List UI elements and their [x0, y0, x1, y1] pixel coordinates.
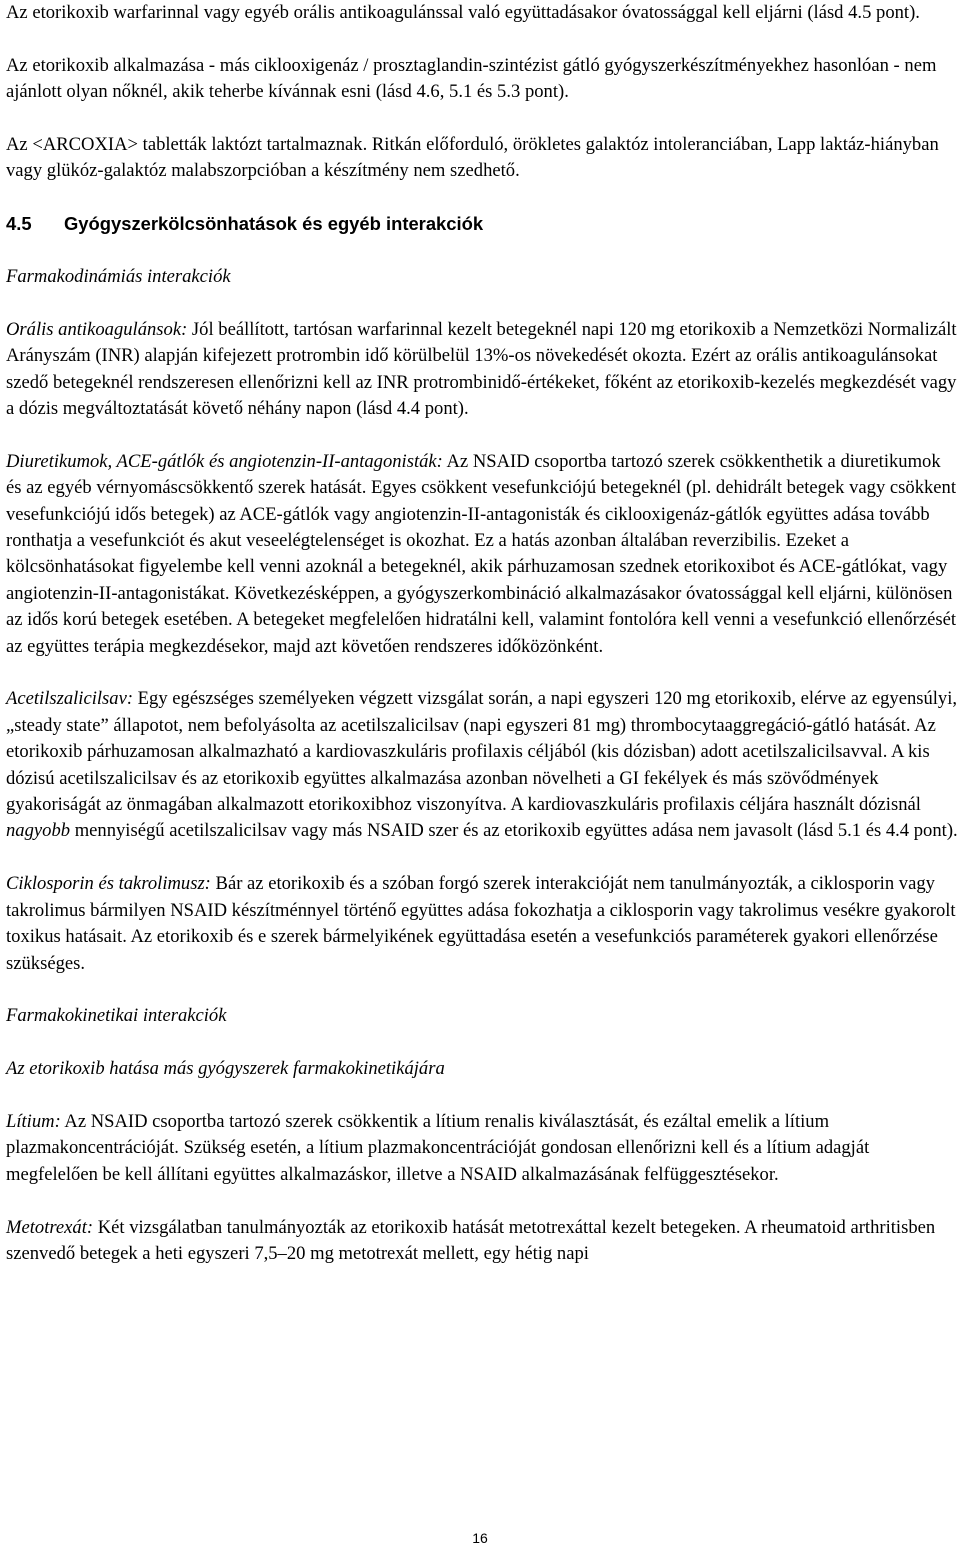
text-aspirin-after: mennyiségű acetilszalicilsav vagy más NSAID szer és az etorikoxib együttes adása nem javasolt (lásd 5.1 és 4.4 pont).: [70, 820, 958, 842]
text-methotrexate: Két vizsgálatban tanulmányozták az etorikoxib hatását metotrexáttal kezelt betegeken. A rheumatoid arthritisben szenvedő betegek a heti egyszeri 7,5–20 mg metotrexát mellett, egy hétig napi: [6, 1216, 936, 1264]
paragraph-lithium: [6, 1109, 958, 1188]
label-diuretics: Diuretikumok, ACE-gátlók és angiotenzin-II-antagonisták:: [6, 450, 443, 472]
text-lithium: Az NSAID csoportba tartozó szerek csökkentik a lítium renalis kiválasztását, és ezáltal emelik a lítium plazmakoncentrációját. Szükség esetén, a lítium plazmakoncentrációját gondosan ellenőrizni kell és a lítium adagját megfelelően be kell állítani együttes alkalmazáskor, illetve a NSAID alkalmazásának felfüggesztésekor.: [6, 1110, 870, 1185]
text-aspirin-before: Egy egészséges személyeken végzett vizsgálat során, a napi egyszeri 120 mg etorikoxib, elérve az egyensúlyi, „steady state” állapotot, nem befolyásolta az acetilszalicilsav (napi egyszeri 81 mg) thrombocytaaggregáció-gátló hatását. Az etorikoxib párhuzamosan alkalmazható a kardiovaszkuláris profilaxis céljából (kis dózisban) adott acetilszalicilsavval. A kis dózisú acetilszalicilsav és az etorikoxib együttes alkalmazása azonban növelheti a GI fekélyek és más szövődmények gyakoriságát az önmagában alkalmazott etorikoxibhoz viszonyítva. A kardiovaszkuláris profilaxis céljára használt dózisnál: [6, 688, 958, 816]
section-title: Gyógyszerkölcsönhatások és egyéb interakciók: [64, 213, 484, 235]
paragraph-methotrexate: [6, 1215, 958, 1268]
label-methotrexate: Metotrexát:: [6, 1216, 94, 1238]
paragraph-lactose-warning: Az <ARCOXIA> tabletták laktózt tartalmaznak. Ritkán előforduló, örökletes galaktóz intoleranciában, Lapp laktáz-hiányban vagy glükóz-galaktóz malabszorpcióban a készítmény nem szedhető.: [6, 134, 939, 182]
paragraph-cyclosporin: [6, 871, 958, 977]
paragraph-aspirin: [6, 686, 958, 844]
subheading-effect-on-others: Az etorikoxib hatása más gyógyszerek farmakokinetikájára: [6, 1058, 445, 1080]
text-oral-anticoagulants: Jól beállított, tartósan warfarinnal kezelt betegeknél napi 120 mg etorikoxib a Nemzetközi Normalizált Arányszám (INR) alapján kifejezett protrombin idő körülbelül 13%-os növekedését okozta. Ezért az orális antikoagulánsokat szedő betegeknél rendszeresen ellenőrizni kell az INR protrombinidő-értékeket, főként az etorikoxib-kezelés megkezdését vagy a dózis megváltoztatását követő néhány napon (lásd 4.4 pont).: [6, 318, 957, 420]
label-cyclosporin: Ciklosporin és takrolimusz:: [6, 873, 211, 895]
text-diuretics: Az NSAID csoportba tartozó szerek csökkenthetik a diuretikumok és az egyéb vérnyomáscsökkentő szerek hatását. Egyes csökkent vesefunkciójú betegeknél (pl. dehidrált betegek vagy csökkent vesefunkciójú idős betegek) az ACE-gátlók vagy angiotenzin-II-antagonisták és ciklooxigenáz-gátlók együttes adása tovább ronthatja a vesefunkciót és akut veseelégtelenséget is okozhat. Ez a hatás azonban általában reverzibilis. Ezeket a kölcsönhatásokat figyelembe kell venni azoknál a betegeknél, akik párhuzamosan szednek etorikoxibot és ACE-gátlókat, vagy angiotenzin-II-antagonistákat. Következésképpen, a gyógyszerkombináció alkalmazásakor óvatossággal kell eljárni, különösen az idős korú betegek esetében. A betegeket megfelelően hidratálni kell, valamint fontolóra kell venni a vesefunkció ellenőrzését az együttes terápia megkezdésekor, majd azt követően rendszeres időközönként.: [6, 450, 957, 657]
section-heading: [6, 211, 958, 237]
page-number: 16: [472, 1530, 488, 1546]
section-number: 4.5: [6, 213, 32, 235]
label-oral-anticoagulants: Orális antikoagulánsok:: [6, 318, 188, 340]
subheading-pharmacokinetic: Farmakokinetikai interakciók: [6, 1005, 227, 1027]
label-aspirin: Acetilszalicilsav:: [6, 688, 134, 710]
emphasis-aspirin: nagyobb: [6, 820, 71, 842]
paragraph-anticoagulant-caution: Az etorikoxib warfarinnal vagy egyéb orális antikoagulánssal való együttadásakor óvatossággal kell eljárni (lásd 4.5 pont).: [6, 2, 920, 23]
label-lithium: Lítium:: [6, 1110, 61, 1132]
paragraph-pregnancy-warning: Az etorikoxib alkalmazása - más ciklooxigenáz / prosztaglandin-szintézist gátló gyógyszerkészítményekhez hasonlóan - nem ajánlott olyan nőknél, akik teherbe kívánnak esni (lásd 4.6, 5.1 és 5.3 pont).: [6, 54, 937, 103]
paragraph-diuretics: [6, 449, 958, 660]
document-page: [6, 0, 958, 1267]
text-cyclosporin: Bár az etorikoxib és a szóban forgó szerek interakcióját nem tanulmányozták, a ciklosporin vagy takrolimus bármilyen NSAID készítménnyel történő együttes adása fokozhatja a ciklosporin vagy takrolimus vesékre gyakorolt toxikus hatásait. Az etorikoxib és e szerek bármelyikének együttadása esetén a vesefunkciós paraméterek gyakori ellenőrzése szükséges.: [6, 873, 956, 974]
subheading-pharmacodynamic: Farmakodinámiás interakciók: [6, 266, 231, 287]
paragraph-oral-anticoagulants: [6, 317, 958, 423]
